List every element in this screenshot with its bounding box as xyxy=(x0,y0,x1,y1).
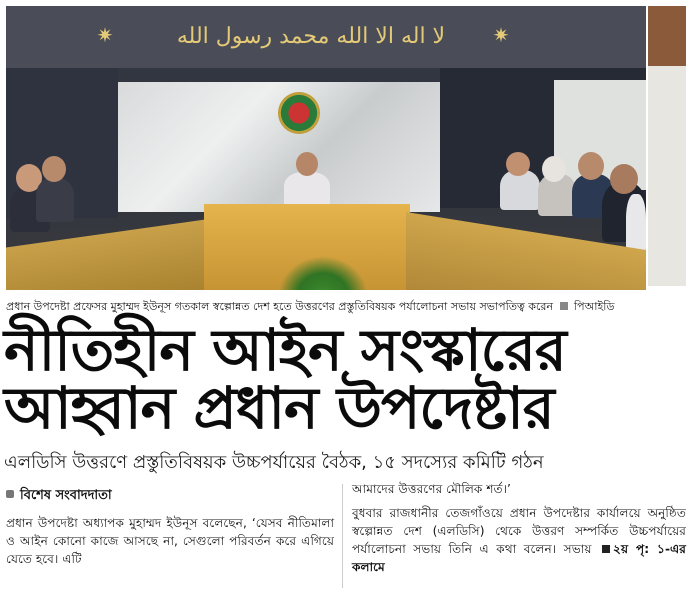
attendee-head xyxy=(610,164,638,194)
photo-credit: পিআইডি xyxy=(574,300,615,313)
byline-text: বিশেষ সংবাদদাতা xyxy=(20,488,112,503)
attendee-head xyxy=(42,156,66,182)
column-divider xyxy=(342,484,343,588)
photo-caption xyxy=(6,298,686,316)
government-emblem xyxy=(278,92,320,134)
article-paragraph xyxy=(352,504,686,576)
headline-line-2: আহ্বান প্রধান উপদেষ্টার xyxy=(4,374,554,442)
attendee xyxy=(626,194,646,254)
subheadline: এলডিসি উত্তরণে প্রস্তুতিবিষয়ক উচ্চপর্যায়ের বৈঠক, ১৫ সদস্যের কমিটি গঠন xyxy=(4,452,544,473)
marble-wall xyxy=(118,82,440,212)
wall-calligraphy: لا اله الا الله محمد رسول الله xyxy=(176,24,446,49)
adjacent-photo-edge xyxy=(648,66,686,286)
chief-adviser-head xyxy=(296,152,318,176)
byline-bullet-icon xyxy=(6,490,14,498)
attendee-head xyxy=(506,152,530,176)
jump-text: ২য় পৃ: ১-এর কলামে xyxy=(352,542,686,574)
attendee xyxy=(36,178,74,222)
article-paragraph: প্রধান উপদেষ্টা অধ্যাপক মুহাম্মদ ইউনূস বলেছেন, ‘যেসব নীতিমালা ও আইন কোনো কাজে আসছে না, সেগুলো পরিবর্তন করে এগিয়ে যেতে হবে। এটি xyxy=(6,516,334,566)
adjacent-photo-edge xyxy=(648,6,686,66)
separator-square-icon xyxy=(560,302,568,310)
news-photo xyxy=(6,6,646,290)
quote-continuation: আমাদের উত্তরণের মৌলিক শর্ত।’ xyxy=(352,482,511,496)
decorative-star-icon: ✷ xyxy=(96,23,114,47)
headline-line-1: নীতিহীন আইন সংস্কারের xyxy=(4,316,566,384)
chief-adviser xyxy=(284,172,330,206)
decorative-star-icon: ✷ xyxy=(492,23,510,47)
plant-decoration xyxy=(278,256,368,290)
byline xyxy=(6,486,334,506)
attendee xyxy=(500,170,540,210)
article-paragraph-text: বুধবার রাজধানীর তেজগাঁওয়ে প্রধান উপদেষ্টার কার্যালয়ে অনুষ্ঠিত স্বল্পোন্নত দেশ (এলডিসি) থেকে উত্তরণ সম্পর্কিত উচ্চপর্যায়ের পর্যালোচনা সভায় তিনি এ কথা বলেন। সভায় xyxy=(352,506,686,556)
attendee-head xyxy=(578,152,604,180)
attendee-head xyxy=(542,156,566,182)
article-column-right xyxy=(352,480,686,576)
caption-text: প্রধান উপদেষ্টা প্রফেসর মুহাম্মদ ইউনূস গতকাল স্বল্পোন্নত দেশ হতে উত্তরণের প্রস্তুতিবিষয়ক পর্যালোচনা সভায় সভাপতিত্ব করেন xyxy=(6,300,554,313)
jump-square-icon xyxy=(602,545,610,553)
article-column-left xyxy=(6,486,334,568)
